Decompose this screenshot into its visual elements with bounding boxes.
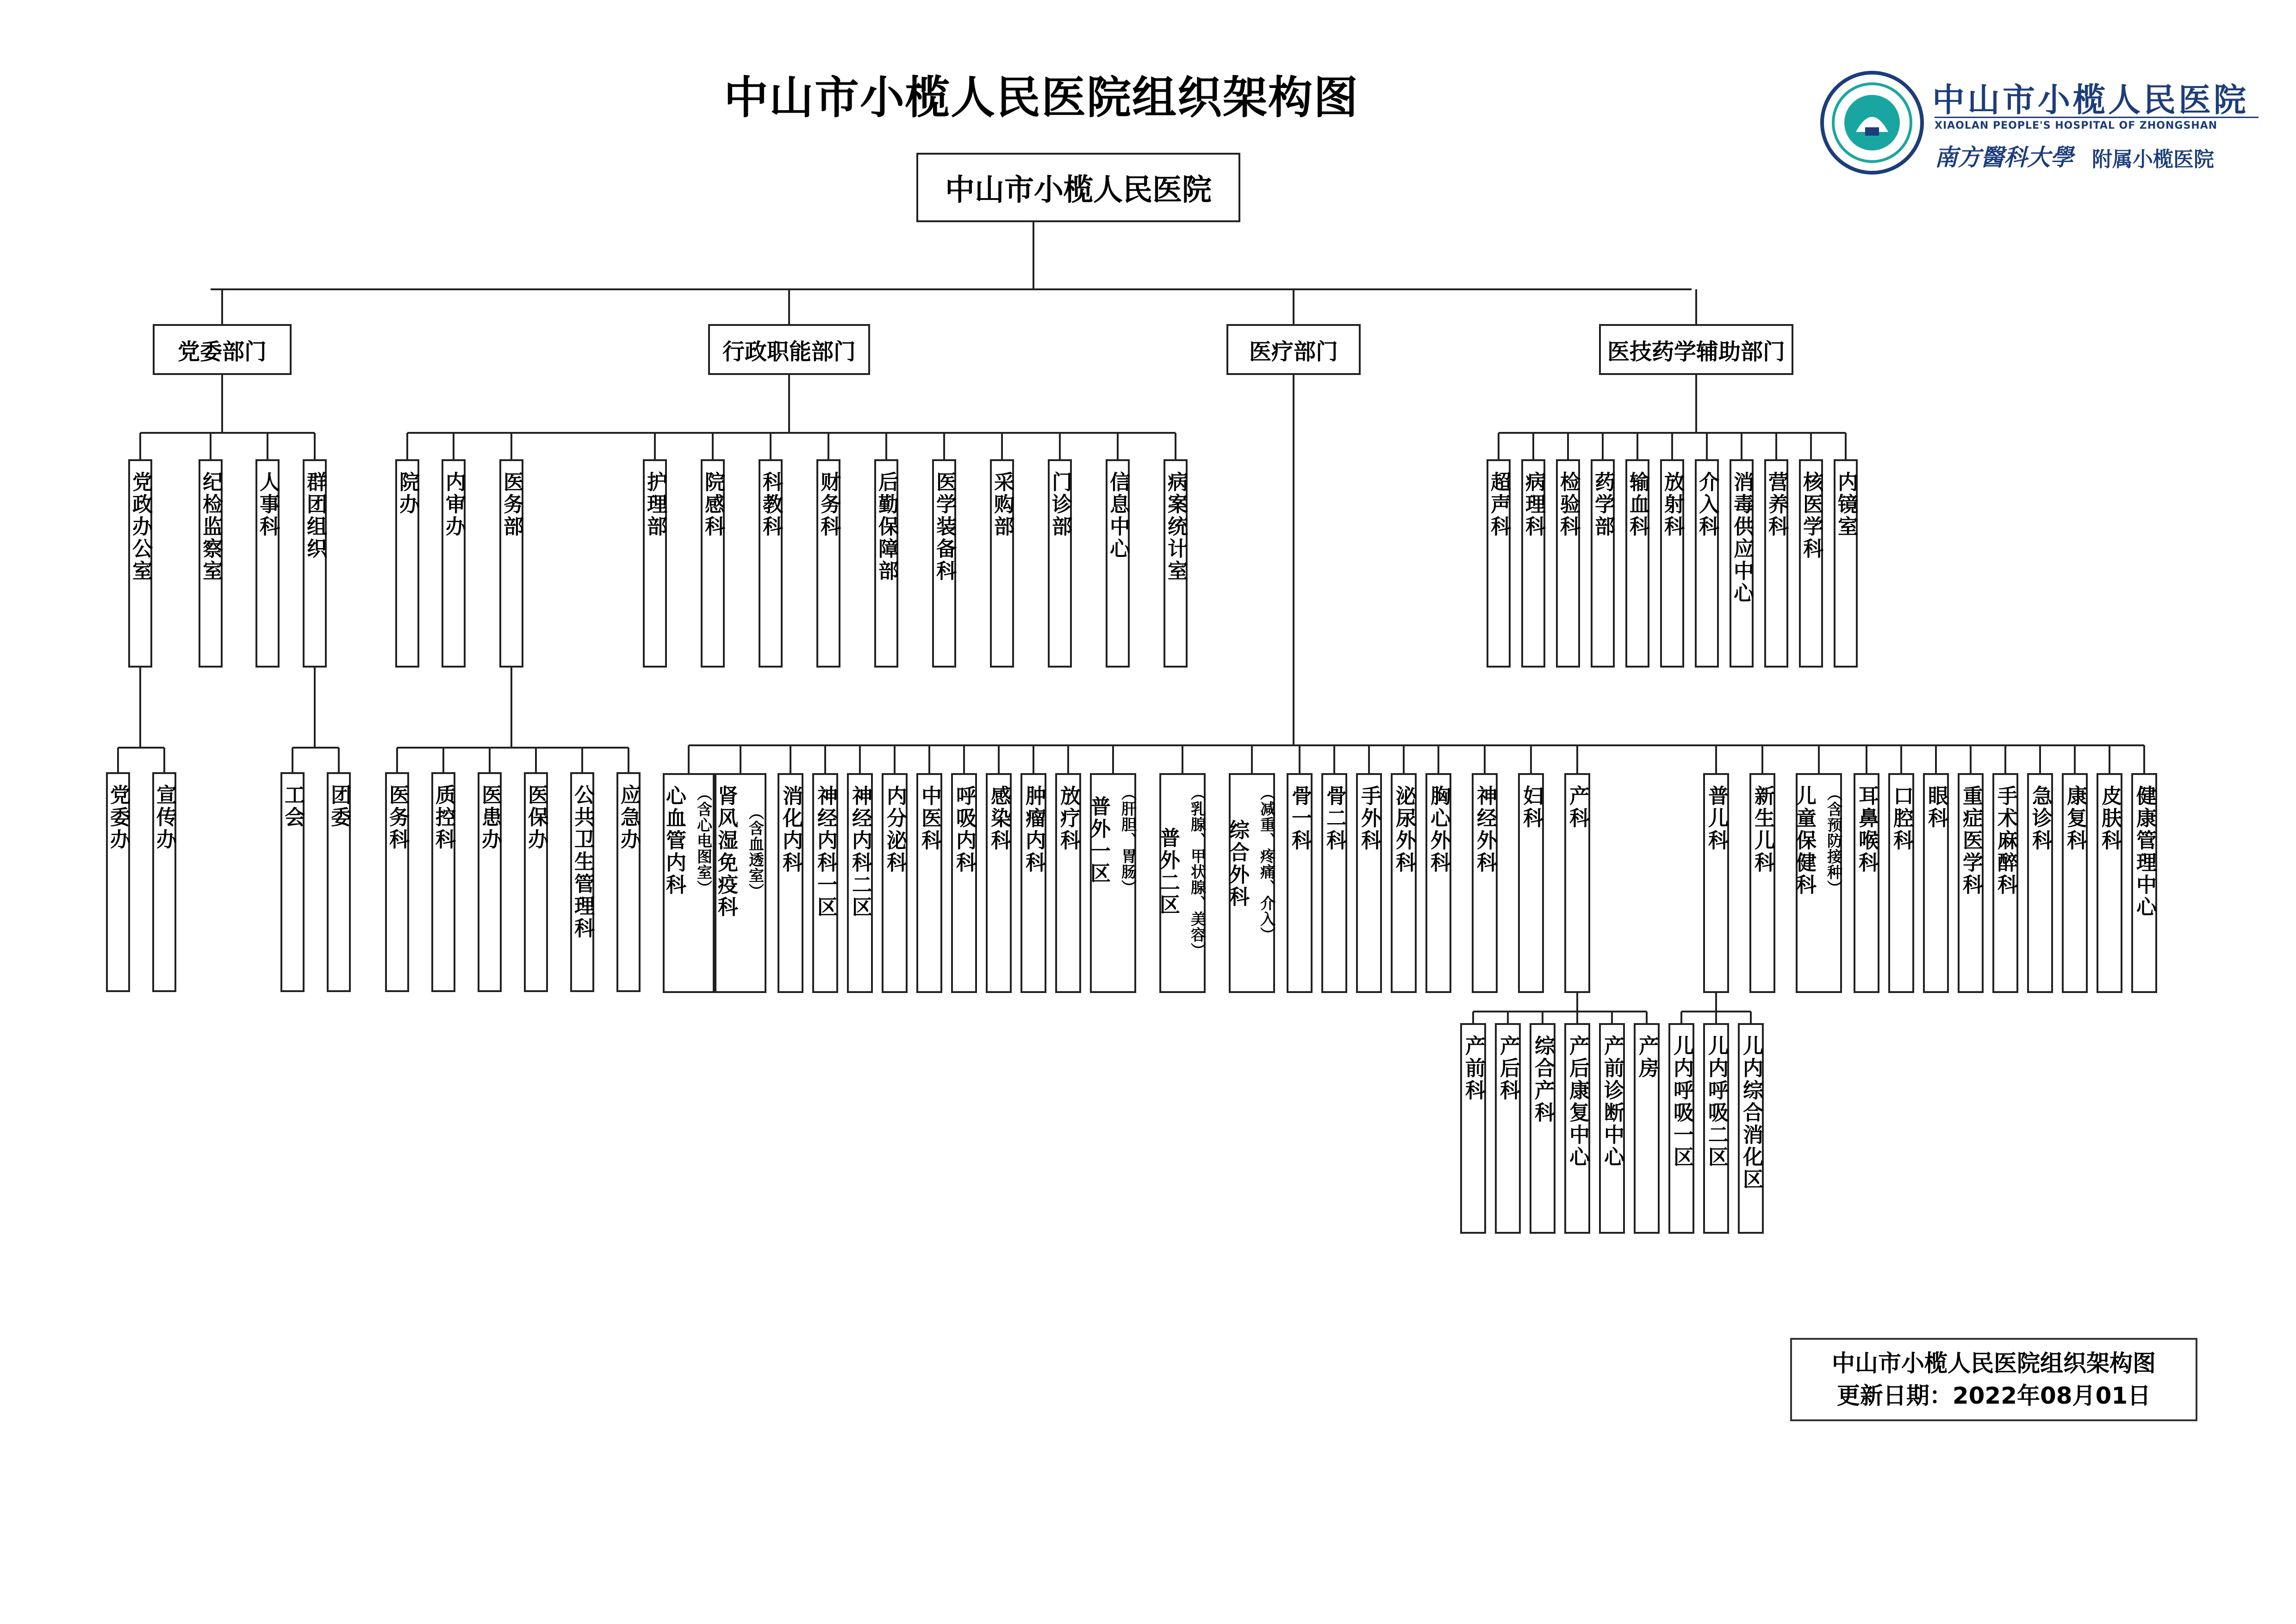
medical-affairs-sub-5 xyxy=(616,772,641,992)
tech-unit-4 xyxy=(1625,459,1649,668)
clinical-dept-19-label: 神经外科 xyxy=(1473,785,1497,874)
clinical-dept-26-label: 口腔科 xyxy=(1890,785,1913,852)
clinical-dept-24-note: （含预防接种） xyxy=(1825,786,1843,896)
clinical-dept-14 xyxy=(1287,773,1313,993)
clinical-dept-24-label: 儿童保健科 xyxy=(1792,785,1816,896)
tech-unit-6 xyxy=(1695,459,1719,668)
clinical-dept-7 xyxy=(951,773,977,993)
admin-unit-8-label: 医学装备科 xyxy=(933,471,956,582)
admin-unit-10 xyxy=(1048,459,1072,668)
clinical-dept-4-text xyxy=(846,785,874,918)
tech-unit-8-label: 营养科 xyxy=(1765,471,1788,538)
clinical-dept-26-text xyxy=(1887,785,1916,852)
clinical-dept-5 xyxy=(882,773,908,993)
clinical-dept-23-label: 新生儿科 xyxy=(1751,785,1774,874)
admin-unit-8-text xyxy=(930,471,958,582)
clinical-dept-13-text xyxy=(1223,785,1281,943)
admin-unit-7 xyxy=(874,459,898,668)
clinical-dept-16-text xyxy=(1355,785,1383,852)
pediatrics-sub-2-text xyxy=(1736,1035,1765,1191)
tech-unit-9-text xyxy=(1797,471,1825,560)
party-unit-0-text xyxy=(126,471,155,582)
clinical-dept-4 xyxy=(847,773,873,993)
tech-unit-10-text xyxy=(1831,471,1860,538)
clinical-dept-21 xyxy=(1564,773,1590,993)
admin-unit-2 xyxy=(499,459,523,668)
group-org-sub-1-label: 团委 xyxy=(327,784,351,829)
medical-affairs-sub-5-label: 应急办 xyxy=(617,784,641,851)
pediatrics-sub-1-text xyxy=(1702,1035,1730,1168)
group-org-sub-0 xyxy=(280,772,305,992)
clinical-dept-28-label: 重症医学科 xyxy=(1959,785,1983,896)
tech-unit-2-label: 检验科 xyxy=(1556,471,1580,538)
clinical-dept-30 xyxy=(2027,773,2053,993)
clinical-dept-13-label: 综合外科 xyxy=(1226,819,1249,908)
obstetrics-sub-4-label: 产前诊断中心 xyxy=(1600,1035,1624,1168)
clinical-dept-23-text xyxy=(1748,785,1777,874)
admin-unit-9 xyxy=(990,459,1014,668)
medical-affairs-sub-2-label: 医患办 xyxy=(478,784,502,851)
clinical-dept-33-label: 健康管理中心 xyxy=(2133,785,2156,918)
clinical-dept-29-text xyxy=(1991,785,2020,896)
obstetrics-sub-0-label: 产前科 xyxy=(1462,1035,1485,1102)
clinical-dept-15-label: 骨二科 xyxy=(1323,785,1346,852)
clinical-dept-31 xyxy=(2062,773,2088,993)
clinical-dept-1-text xyxy=(711,785,770,918)
clinical-dept-12-label: 普外二区 xyxy=(1156,827,1180,916)
clinical-dept-0-label: 心血管内科 xyxy=(662,785,686,896)
obstetrics-sub-4-text xyxy=(1598,1035,1626,1168)
pediatrics-sub-0-text xyxy=(1667,1035,1696,1168)
clinical-dept-27-label: 眼科 xyxy=(1924,785,1948,830)
logo-english-name: XIAOLAN PEOPLE'S HOSPITAL OF ZHONGSHAN xyxy=(1935,117,2259,131)
tech-unit-9-label: 核医学科 xyxy=(1799,471,1823,560)
admin-unit-7-text xyxy=(872,471,901,582)
admin-unit-2-label: 医务部 xyxy=(500,471,523,538)
party-office-sub-1-text xyxy=(150,784,179,851)
obstetrics-sub-3-text xyxy=(1563,1035,1592,1168)
medical-affairs-sub-0-label: 医务科 xyxy=(386,784,409,851)
clinical-dept-13-note: （减重、疼痛、介入） xyxy=(1258,785,1276,943)
group-org-sub-1-text xyxy=(324,784,353,829)
admin-unit-3-label: 护理部 xyxy=(643,471,667,538)
division-box-tech: 医技药学辅助部门 xyxy=(1599,324,1793,375)
clinical-dept-23 xyxy=(1749,773,1775,993)
party-unit-2 xyxy=(255,459,280,668)
party-unit-3-text xyxy=(300,471,329,560)
clinical-dept-12 xyxy=(1156,773,1207,993)
tech-unit-1-text xyxy=(1519,471,1548,538)
tech-unit-1 xyxy=(1521,459,1545,668)
clinical-dept-32-label: 皮肤科 xyxy=(2098,785,2122,852)
obstetrics-sub-2-text xyxy=(1528,1035,1557,1124)
admin-unit-11 xyxy=(1106,459,1130,668)
admin-unit-1-text xyxy=(439,471,468,538)
clinical-dept-10 xyxy=(1055,773,1081,993)
admin-unit-5-text xyxy=(756,471,785,538)
clinical-dept-19 xyxy=(1472,773,1498,993)
clinical-dept-20 xyxy=(1518,773,1544,993)
party-unit-0 xyxy=(128,459,152,668)
clinical-dept-6-text xyxy=(915,785,944,852)
admin-unit-11-label: 信息中心 xyxy=(1106,471,1130,560)
admin-unit-12-text xyxy=(1161,471,1190,582)
medical-affairs-sub-3 xyxy=(524,772,548,992)
clinical-dept-16-label: 手外科 xyxy=(1357,785,1381,852)
obstetrics-sub-1 xyxy=(1495,1023,1521,1234)
tech-unit-3-text xyxy=(1588,471,1617,538)
obstetrics-sub-2 xyxy=(1530,1023,1556,1234)
clinical-dept-2-text xyxy=(776,785,805,874)
clinical-dept-33 xyxy=(2131,773,2157,993)
clinical-dept-0-text xyxy=(660,785,718,896)
admin-unit-6 xyxy=(816,459,840,668)
clinical-dept-3-label: 神经内科一区 xyxy=(814,785,837,918)
pediatrics-sub-2-label: 儿内综合消化区 xyxy=(1739,1035,1763,1191)
party-office-sub-0-label: 党委办 xyxy=(106,784,130,851)
clinical-dept-4-label: 神经内科二区 xyxy=(848,785,872,918)
tech-unit-6-label: 介入科 xyxy=(1695,471,1719,538)
clinical-dept-18-label: 胸心外科 xyxy=(1427,785,1450,874)
admin-unit-8 xyxy=(932,459,956,668)
party-unit-1-label: 纪检监察室 xyxy=(199,471,223,582)
clinical-dept-2 xyxy=(778,773,803,993)
party-unit-0-label: 党政办公室 xyxy=(129,471,152,582)
division-box-party: 党委部门 xyxy=(153,324,292,375)
pediatrics-sub-2 xyxy=(1738,1023,1764,1234)
tech-unit-9 xyxy=(1799,459,1823,668)
tech-unit-2-text xyxy=(1554,471,1582,538)
clinical-dept-11-text xyxy=(1084,785,1142,895)
admin-unit-11-text xyxy=(1103,471,1132,560)
clinical-dept-14-text xyxy=(1285,785,1314,852)
division-box-medical: 医疗部门 xyxy=(1226,324,1361,375)
clinical-dept-15-text xyxy=(1320,785,1349,852)
admin-unit-1 xyxy=(442,459,466,668)
admin-unit-2-text xyxy=(497,471,526,538)
clinical-dept-16 xyxy=(1356,773,1382,993)
admin-unit-6-label: 财务科 xyxy=(817,471,840,538)
clinical-dept-15 xyxy=(1321,773,1347,993)
obstetrics-sub-1-text xyxy=(1493,1035,1522,1102)
pediatrics-sub-0-label: 儿内呼吸一区 xyxy=(1670,1035,1693,1168)
logo-affiliate-name: 附属小榄医院 xyxy=(2092,148,2214,171)
clinical-dept-14-label: 骨一科 xyxy=(1288,785,1312,852)
obstetrics-sub-4 xyxy=(1599,1023,1625,1234)
obstetrics-sub-5-text xyxy=(1632,1035,1661,1080)
admin-unit-6-text xyxy=(814,471,843,538)
clinical-dept-31-label: 康复科 xyxy=(2063,785,2087,852)
admin-unit-12 xyxy=(1164,459,1188,668)
tech-unit-7-text xyxy=(1727,471,1756,605)
clinical-dept-12-note: （乳腺、甲状腺、美容） xyxy=(1188,785,1207,958)
clinical-dept-8 xyxy=(986,773,1012,993)
obstetrics-sub-1-label: 产后科 xyxy=(1496,1035,1520,1102)
admin-unit-9-label: 采购部 xyxy=(990,471,1014,538)
medical-affairs-sub-2-text xyxy=(475,784,504,851)
clinical-dept-31-text xyxy=(2060,785,2089,852)
tech-unit-2 xyxy=(1556,459,1580,668)
clinical-dept-32 xyxy=(2097,773,2122,993)
clinical-dept-28 xyxy=(1958,773,1984,993)
clinical-dept-11-label: 普外一区 xyxy=(1087,796,1110,885)
clinical-dept-11-note: （肝胆、胃肠） xyxy=(1119,785,1137,895)
admin-unit-4-text xyxy=(698,471,727,538)
clinical-dept-20-text xyxy=(1517,785,1545,830)
clinical-dept-17 xyxy=(1391,773,1417,993)
medical-affairs-sub-5-text xyxy=(614,784,643,851)
tech-unit-0-text xyxy=(1484,471,1513,538)
tech-unit-10 xyxy=(1834,459,1858,668)
clinical-dept-28-text xyxy=(1956,785,1985,896)
tech-unit-3-label: 药学部 xyxy=(1591,471,1615,538)
root-box: 中山市小榄人民医院 xyxy=(916,153,1240,222)
clinical-dept-21-label: 产科 xyxy=(1566,785,1589,830)
group-org-sub-0-text xyxy=(278,784,307,829)
clinical-dept-7-text xyxy=(950,785,978,874)
division-box-admin: 行政职能部门 xyxy=(708,324,870,375)
clinical-dept-22 xyxy=(1703,773,1729,993)
clinical-dept-11 xyxy=(1087,773,1137,993)
obstetrics-sub-0-text xyxy=(1459,1035,1487,1102)
medical-affairs-sub-3-text xyxy=(522,784,550,851)
clinical-dept-9 xyxy=(1020,773,1046,993)
medical-affairs-sub-1-label: 质控科 xyxy=(432,784,455,851)
party-office-sub-0-text xyxy=(104,784,132,851)
group-org-sub-1 xyxy=(327,772,351,992)
clinical-dept-3-text xyxy=(811,785,840,918)
clinical-dept-2-label: 消化内科 xyxy=(779,785,803,874)
clinical-dept-24 xyxy=(1792,773,1843,993)
clinical-dept-8-label: 感染科 xyxy=(987,785,1011,852)
clinical-dept-25-label: 耳鼻喉科 xyxy=(1855,785,1879,874)
clinical-dept-5-label: 内分泌科 xyxy=(883,785,907,874)
clinical-dept-29-label: 手术麻醉科 xyxy=(1994,785,2017,896)
clinical-dept-33-text xyxy=(2130,785,2159,918)
clinical-dept-30-text xyxy=(2026,785,2054,852)
tech-unit-5-text xyxy=(1658,471,1686,538)
clinical-dept-6 xyxy=(916,773,942,993)
admin-unit-3-text xyxy=(641,471,669,538)
obstetrics-sub-3-label: 产后康复中心 xyxy=(1566,1035,1589,1168)
tech-unit-8 xyxy=(1764,459,1788,668)
clinical-dept-20-label: 妇科 xyxy=(1519,785,1543,830)
admin-unit-5 xyxy=(759,459,783,668)
medical-affairs-sub-4-label: 公共卫生管理科 xyxy=(571,784,594,940)
clinical-dept-9-label: 肿瘤内科 xyxy=(1022,785,1045,874)
clinical-dept-10-text xyxy=(1054,785,1083,852)
medical-affairs-sub-1 xyxy=(431,772,455,992)
clinical-dept-18 xyxy=(1425,773,1451,993)
group-org-sub-0-label: 工会 xyxy=(281,784,305,829)
medical-affairs-sub-0 xyxy=(385,772,409,992)
admin-unit-10-text xyxy=(1045,471,1074,538)
footer-box xyxy=(1790,1338,2197,1421)
clinical-dept-21-text xyxy=(1563,785,1592,830)
admin-unit-4-label: 院感科 xyxy=(701,471,725,538)
clinical-dept-3 xyxy=(812,773,838,993)
medical-affairs-sub-0-text xyxy=(383,784,411,851)
party-office-sub-1 xyxy=(152,772,176,992)
clinical-dept-12-text xyxy=(1153,785,1212,958)
tech-unit-8-text xyxy=(1762,471,1791,538)
clinical-dept-25-text xyxy=(1852,785,1881,874)
clinical-dept-1-note: （含血透室） xyxy=(747,805,765,899)
party-unit-2-text xyxy=(253,471,282,538)
medical-affairs-sub-2 xyxy=(478,772,502,992)
admin-unit-7-label: 后勤保障部 xyxy=(875,471,898,582)
admin-unit-10-label: 门诊部 xyxy=(1048,471,1072,538)
admin-unit-4 xyxy=(701,459,725,668)
clinical-dept-24-text xyxy=(1790,785,1848,896)
logo-hospital-name: 中山市小榄人民医院 xyxy=(1932,81,2249,119)
pediatrics-sub-0 xyxy=(1668,1023,1694,1234)
clinical-dept-22-label: 普儿科 xyxy=(1705,785,1728,852)
logo-university-name: 南方醫科大學 xyxy=(1935,144,2073,171)
clinical-dept-7-label: 呼吸内科 xyxy=(952,785,976,874)
clinical-dept-17-text xyxy=(1389,785,1418,874)
clinical-dept-17-label: 泌尿外科 xyxy=(1392,785,1416,874)
clinical-dept-6-label: 中医科 xyxy=(918,785,941,852)
chart-title: 中山市小榄人民医院组织架构图 xyxy=(724,72,1359,124)
tech-unit-4-text xyxy=(1623,471,1652,538)
party-unit-1 xyxy=(199,459,223,668)
tech-unit-7-label: 消毒供应中心 xyxy=(1730,471,1754,605)
clinical-dept-8-text xyxy=(984,785,1013,852)
clinical-dept-19-text xyxy=(1470,785,1499,874)
clinical-dept-26 xyxy=(1888,773,1914,993)
medical-affairs-sub-1-text xyxy=(429,784,458,851)
medical-affairs-sub-4 xyxy=(570,772,594,992)
admin-unit-1-label: 内审办 xyxy=(442,471,466,538)
admin-unit-0 xyxy=(395,459,419,668)
clinical-dept-0-note: （含心电图室） xyxy=(695,786,713,896)
obstetrics-sub-3 xyxy=(1564,1023,1590,1234)
admin-unit-5-label: 科教科 xyxy=(759,471,783,538)
obstetrics-sub-2-label: 综合产科 xyxy=(1531,1035,1555,1124)
party-unit-3-label: 群团组织 xyxy=(303,471,327,560)
clinical-dept-1-label: 肾风湿免疫科 xyxy=(714,785,738,918)
admin-unit-0-label: 院办 xyxy=(396,471,419,516)
tech-unit-1-label: 病理科 xyxy=(1522,471,1545,538)
clinical-dept-27-text xyxy=(1922,785,1950,830)
medical-affairs-sub-3-label: 医保办 xyxy=(524,784,548,851)
party-unit-1-text xyxy=(196,471,225,582)
clinical-dept-25 xyxy=(1854,773,1879,993)
tech-unit-3 xyxy=(1591,459,1615,668)
tech-unit-10-label: 内镜室 xyxy=(1834,471,1858,538)
pediatrics-sub-1 xyxy=(1703,1023,1729,1234)
tech-unit-4-label: 输血科 xyxy=(1626,471,1649,538)
pediatrics-sub-1-label: 儿内呼吸二区 xyxy=(1705,1035,1728,1168)
admin-unit-0-text xyxy=(393,471,422,516)
tech-unit-0-label: 超声科 xyxy=(1487,471,1511,538)
clinical-dept-27 xyxy=(1923,773,1949,993)
party-unit-2-label: 人事科 xyxy=(256,471,280,538)
footer-title: 中山市小榄人民医院组织架构图 xyxy=(1832,1350,2156,1377)
admin-unit-12-label: 病案统计室 xyxy=(1164,471,1188,582)
admin-unit-9-text xyxy=(988,471,1016,538)
party-office-sub-0 xyxy=(106,772,130,992)
tech-unit-0 xyxy=(1487,459,1511,668)
clinical-dept-30-label: 急诊科 xyxy=(2028,785,2052,852)
clinical-dept-13 xyxy=(1226,773,1276,993)
tech-unit-7 xyxy=(1730,459,1754,668)
clinical-dept-18-text xyxy=(1424,785,1453,874)
tech-unit-5 xyxy=(1660,459,1684,668)
clinical-dept-1 xyxy=(715,773,766,993)
footer-update-date: 更新日期：2022年08月01日 xyxy=(1836,1382,2151,1409)
party-office-sub-1-label: 宣传办 xyxy=(153,784,176,851)
clinical-dept-9-text xyxy=(1019,785,1048,874)
tech-unit-6-text xyxy=(1692,471,1721,538)
obstetrics-sub-5-label: 产房 xyxy=(1635,1035,1659,1080)
clinical-dept-32-text xyxy=(2095,785,2124,852)
obstetrics-sub-5 xyxy=(1634,1023,1660,1234)
party-unit-3 xyxy=(303,459,327,668)
medical-affairs-sub-4-text xyxy=(568,784,597,940)
clinical-dept-10-label: 放疗科 xyxy=(1057,785,1080,852)
clinical-dept-22-text xyxy=(1702,785,1730,852)
clinical-dept-29 xyxy=(1992,773,2018,993)
tech-unit-5-label: 放射科 xyxy=(1661,471,1684,538)
obstetrics-sub-0 xyxy=(1460,1023,1486,1234)
clinical-dept-5-text xyxy=(880,785,909,874)
admin-unit-3 xyxy=(643,459,667,668)
clinical-dept-0 xyxy=(663,773,715,993)
